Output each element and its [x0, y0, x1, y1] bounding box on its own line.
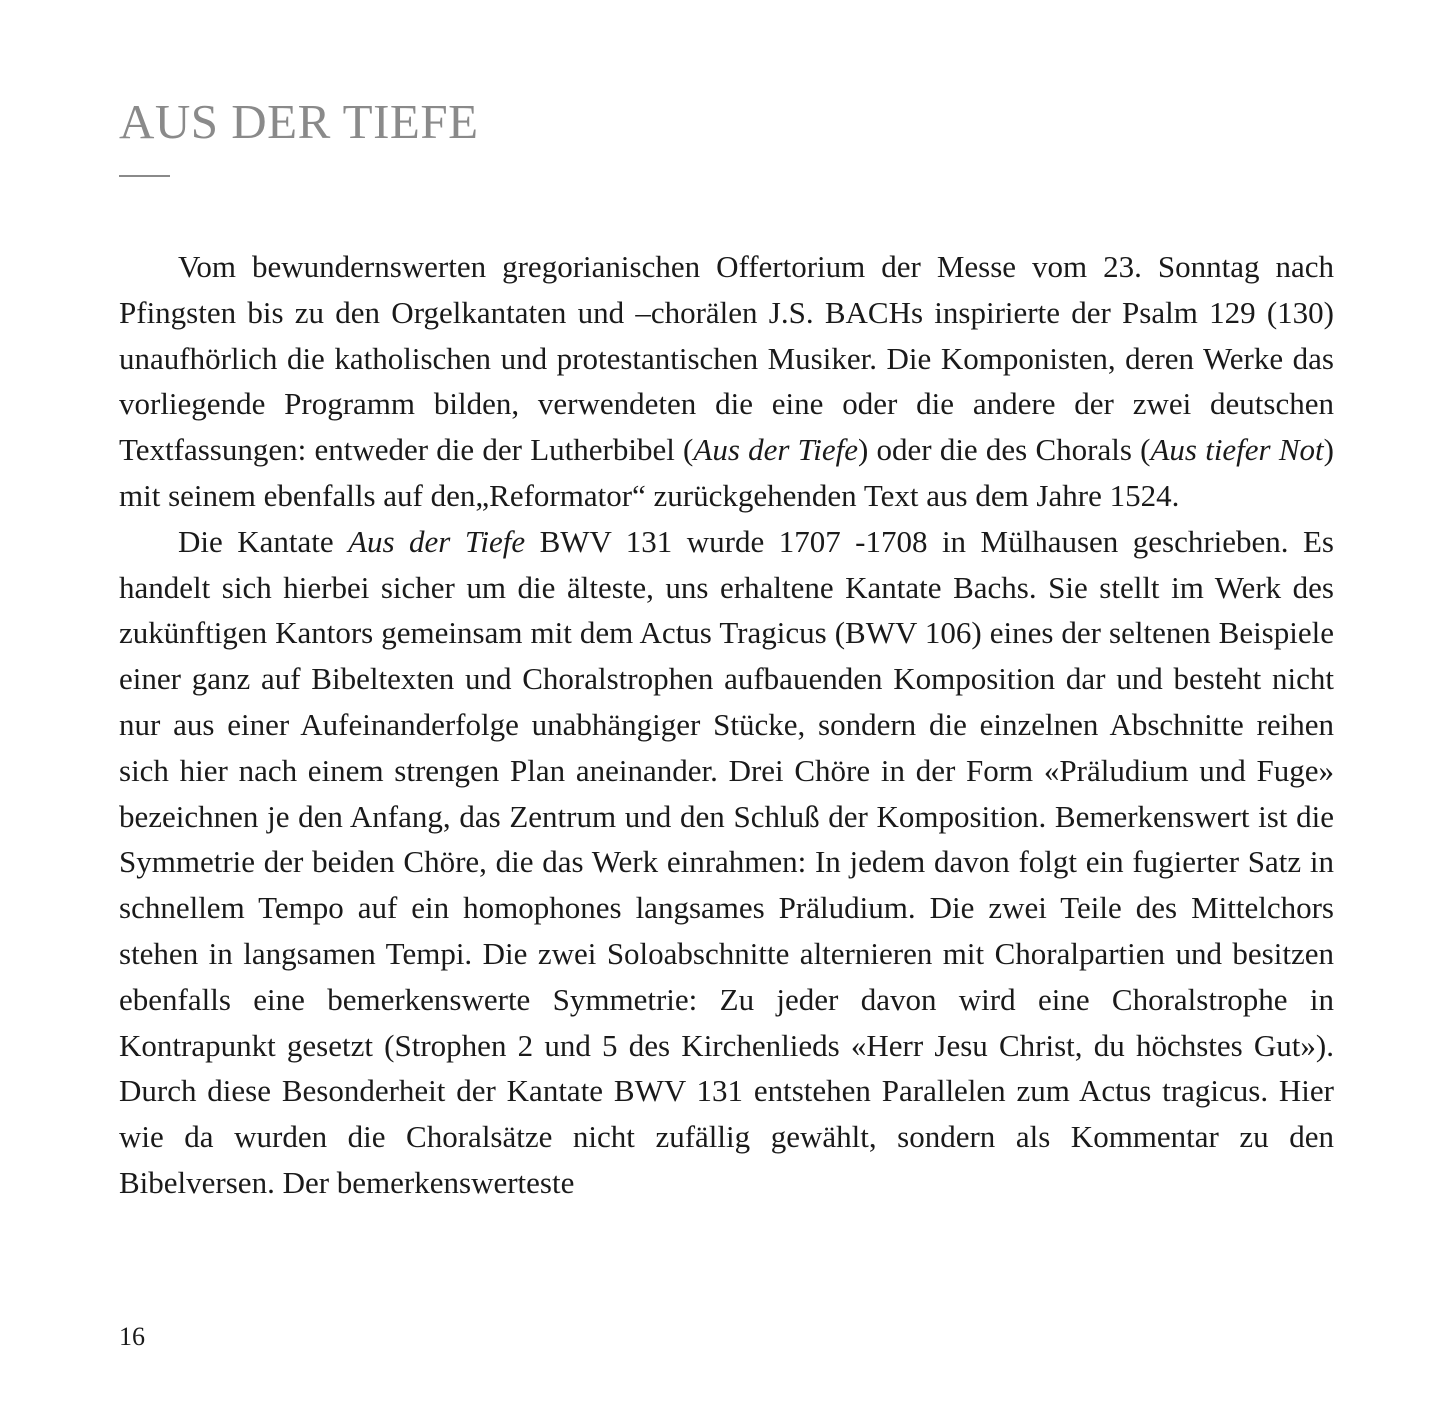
paragraph-1 [119, 244, 1334, 519]
paragraph-2 [119, 519, 1334, 1206]
paragraph-1-italic-title-2: Aus tiefer Not [1150, 432, 1324, 468]
paragraph-2-text-2: BWV 131 wurde 1707 -1708 in Mülhausen geschrieben. Es handelt sich hierbei sicher um die älteste, uns erhaltene Kantate Bachs. Sie stellt im Werk des zukünftigen Kantors gemeinsam mit dem Actus Tragicus (BWV 106) eines der seltenen Beispiele einer ganz auf Bibeltexten und Choralstrophen aufbauenden Komposition dar und besteht nicht nur aus einer Aufeinanderfolge unabhängiger Stücke, sondern die einzelnen Abschnitte reihen sich hier nach einem strengen Plan aneinander. Drei Chöre in der Form «Präludium und Fuge» bezeichnen je den Anfang, das Zentrum und den Schluß der Komposition. Bemerkenswert ist die Symmetrie der beiden Chöre, die das Werk einrahmen: In jedem davon folgt ein fugierter Satz in schnellem Tempo auf ein homophones langsames Präludium. Die zwei Teile des Mittelchors stehen in langsamen Tempi. Die zwei Soloabschnitte alternieren mit Choralpartien und besitzen ebenfalls eine bemerkenswerte Symmetrie: Zu jeder davon wird eine Choralstrophe in Kontrapunkt gesetzt (Strophen 2 und 5 des Kirchenlieds «Herr Jesu Christ, du höchstes Gut»). Durch diese Besonderheit der Kantate BWV 131 entstehen Parallelen zum Actus tragicus. Hier wie da wurden die Choralsätze nicht zufällig gewählt, sondern als Kommentar zu den Bibelversen. Der bemerkenswerteste [119, 523, 1334, 1200]
page-number: 16 [119, 1322, 145, 1351]
page-title: AUS DER TIEFE [119, 94, 479, 149]
paragraph-1-italic-title-1: Aus der Tiefe [693, 432, 858, 468]
paragraph-1-text-2: ) oder die des Chorals ( [857, 432, 1151, 468]
paragraph-2-italic-title: Aus der Tiefe [348, 523, 526, 559]
paragraph-1-text-3: ) mit seinem ebenfalls auf den„Reformator“ zurückgehenden Text aus dem Jahre 1524. [119, 432, 1334, 513]
paragraph-2-text-1: Die Kantate [178, 523, 349, 559]
paragraph-1-text-1: Vom bewundernswerten gregorianischen Offertorium der Messe vom 23. Sonntag nach Pfingsten bis zu den Orgelkantaten und –chorälen J.S. BACHs inspirierte der Psalm 129 (130) unaufhörlich die katholischen und protestantischen Musiker. Die Komponisten, deren Werke das vorliegende Programm bilden, verwendeten die eine oder die andere der zwei deutschen Textfassungen: entweder die der Lutherbibel ( [119, 249, 1334, 468]
title-underline-rule [119, 175, 170, 177]
body-text [119, 244, 1334, 1206]
